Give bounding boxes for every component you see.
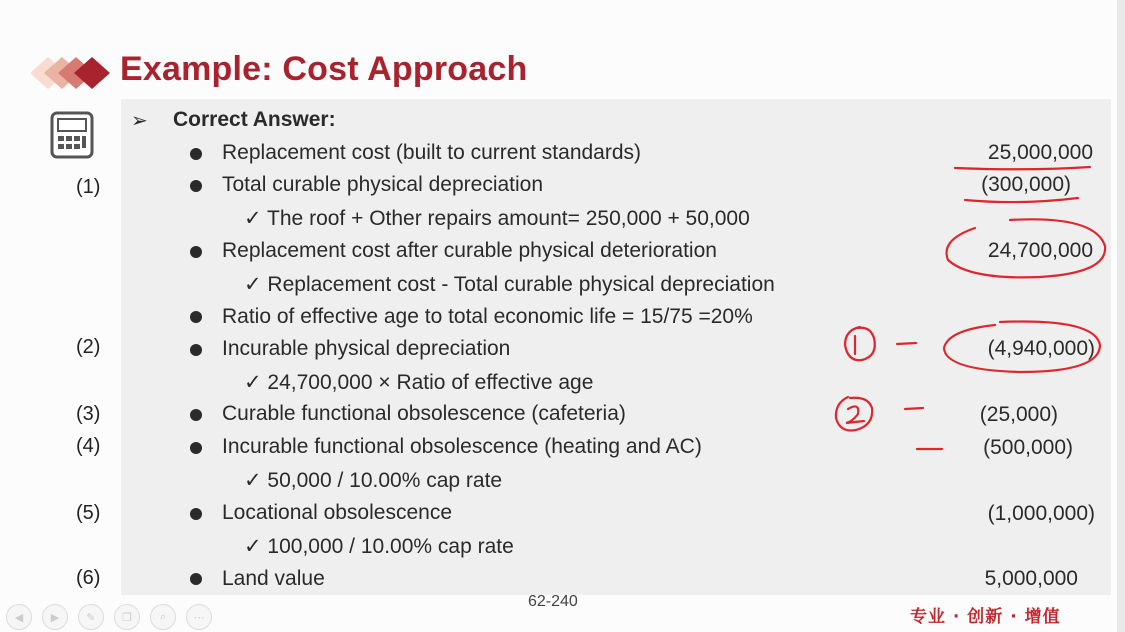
bullet-icon <box>190 344 202 356</box>
previous-icon[interactable]: ◀ <box>6 604 32 630</box>
more-icon[interactable]: ⋯ <box>186 604 212 630</box>
diamond-logo-icon <box>30 53 110 93</box>
row-subnote: ✓ 100,000 / 10.00% cap rate <box>244 535 514 558</box>
row-number: (2) <box>76 336 101 358</box>
row-label: Incurable functional obsolescence (heating and AC) <box>222 435 702 458</box>
row-label: Locational obsolescence <box>222 501 452 524</box>
player-toolbar <box>6 604 256 628</box>
row-subnote: ✓ Replacement cost - Total curable physical depreciation <box>244 273 775 296</box>
page-number: 62-240 <box>528 593 578 610</box>
bullet-icon <box>190 442 202 454</box>
brand-slogan: 专业 · 创新 · 增值 <box>910 607 1061 627</box>
row-subnote: ✓ 50,000 / 10.00% cap rate <box>244 469 503 492</box>
row-value: 5,000,000 <box>984 567 1078 590</box>
row-label: Total curable physical depreciation <box>222 173 544 196</box>
bullet-icon <box>190 409 202 421</box>
row-number: (5) <box>76 502 101 524</box>
row-value: 24,700,000 <box>987 239 1093 262</box>
row-label: Curable functional obsolescence (cafeteria) <box>222 402 626 425</box>
row-value: (4,940,000) <box>987 337 1095 360</box>
bullet-icon <box>190 180 202 192</box>
pen-icon[interactable]: ✎ <box>78 604 104 630</box>
row-number: (1) <box>76 176 101 198</box>
row-number: (3) <box>76 403 101 425</box>
row-value: 25,000,000 <box>987 141 1093 164</box>
row-label: Land value <box>222 567 325 590</box>
arrow-bullet-icon: ➢ <box>131 110 148 132</box>
bullet-icon <box>190 311 202 323</box>
bullet-icon <box>190 508 202 520</box>
row-label: Replacement cost after curable physical deterioration <box>222 239 717 262</box>
row-subnote: ✓ The roof + Other repairs amount= 250,000 + 50,000 <box>244 207 750 230</box>
row-label: Replacement cost (built to current standards) <box>222 141 642 164</box>
row-value: (25,000) <box>979 403 1058 426</box>
row-number: (6) <box>76 567 101 589</box>
row-number: (4) <box>76 435 101 457</box>
slide-title: Example: Cost Approach <box>120 50 528 88</box>
row-subnote: ✓ 24,700,000 × Ratio of effective age <box>244 371 594 394</box>
row-value: (500,000) <box>983 436 1073 459</box>
row-value: (300,000) <box>981 173 1071 196</box>
row-value: (1,000,000) <box>987 502 1095 525</box>
copy-icon[interactable]: ❐ <box>114 604 140 630</box>
play-icon[interactable]: ▶ <box>42 604 68 630</box>
calculator-icon <box>50 111 94 159</box>
row-label: Ratio of effective age to total economic life = 15/75 =20% <box>222 305 753 328</box>
scrollbar[interactable] <box>1117 0 1125 632</box>
answer-heading: Correct Answer: <box>173 108 336 131</box>
bullet-icon <box>190 246 202 258</box>
bullet-icon <box>190 148 202 160</box>
zoom-icon[interactable]: ⌕ <box>150 604 176 630</box>
bullet-icon <box>190 573 202 585</box>
row-label: Incurable physical depreciation <box>222 337 511 360</box>
